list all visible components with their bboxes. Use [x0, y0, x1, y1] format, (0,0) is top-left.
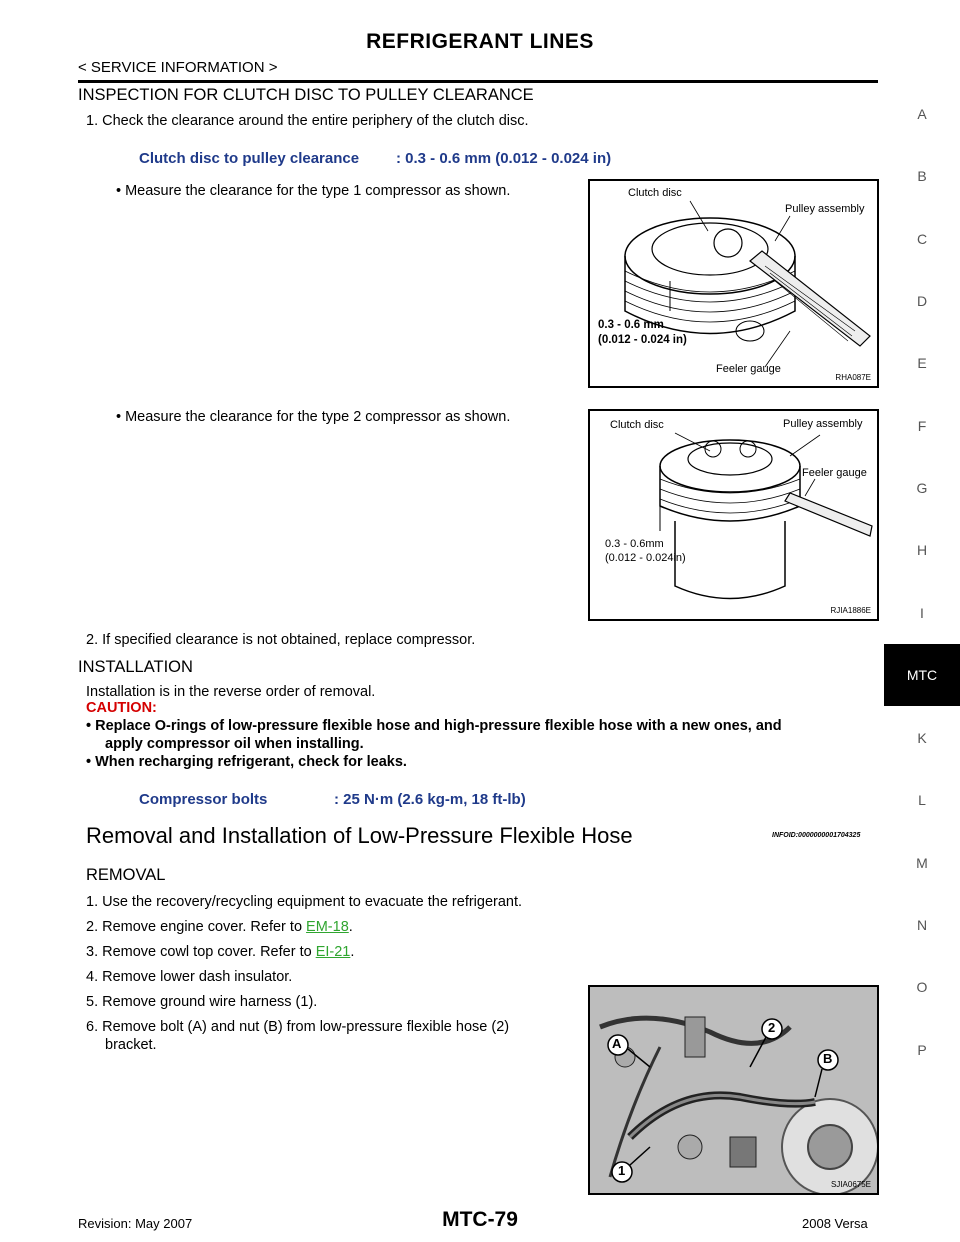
clearance-spec-label: Clutch disc to pulley clearance [139, 150, 360, 167]
footer-revision: Revision: May 2007 [78, 1216, 193, 1231]
tab-mtc[interactable]: MTC [884, 644, 960, 706]
removal-step-2: 2. Remove engine cover. Refer to EM-18. [86, 919, 353, 935]
removal-step-3: 3. Remove cowl top cover. Refer to EI-21. [86, 944, 355, 960]
fig1-clearance-in: (0.012 - 0.024 in) [598, 334, 687, 346]
tab-m[interactable]: M [916, 855, 928, 871]
tab-d[interactable]: D [916, 293, 928, 309]
fig3-label-a: A [612, 1036, 622, 1051]
fig2-id: RJIA1886E [830, 606, 871, 615]
header-rule [78, 80, 878, 83]
fig2-clutch-disc-label: Clutch disc [610, 419, 664, 431]
engine-bay-illustration [590, 987, 877, 1193]
removal-step-5: 5. Remove ground wire harness (1). [86, 994, 318, 1010]
caution-label: CAUTION: [86, 700, 157, 716]
tab-l[interactable]: L [918, 792, 926, 808]
link-em-18[interactable]: EM-18 [306, 919, 349, 935]
bolt-spec-value: : 25 N·m (2.6 kg-m, 18 ft-lb) [334, 791, 526, 808]
tab-g[interactable]: G [916, 480, 928, 496]
link-ei-21[interactable]: EI-21 [315, 944, 351, 960]
section-breadcrumb: < SERVICE INFORMATION > [78, 59, 278, 76]
inspection-step-2: 2. If specified clearance is not obtained, replace compressor. [86, 632, 476, 648]
tab-a[interactable]: A [917, 106, 927, 122]
figure-low-pressure-hose-photo [588, 985, 879, 1195]
removal-step-6-cont: bracket. [105, 1037, 157, 1053]
inspection-heading: INSPECTION FOR CLUTCH DISC TO PULLEY CLEARANCE [78, 86, 534, 104]
bolt-spec-label: Compressor bolts [139, 791, 268, 808]
inspection-step-1: 1. Check the clearance around the entire periphery of the clutch disc. [86, 113, 529, 129]
fig3-label-1: 1 [618, 1163, 626, 1178]
type1-bullet: • Measure the clearance for the type 1 compressor as shown. [116, 183, 511, 199]
fig3-label-2: 2 [768, 1020, 776, 1035]
tab-e[interactable]: E [917, 355, 927, 371]
clearance-spec-value: : 0.3 - 0.6 mm (0.012 - 0.024 in) [396, 150, 612, 167]
fig1-clutch-disc-label: Clutch disc [628, 187, 682, 199]
installation-heading: INSTALLATION [78, 658, 193, 676]
footer-page-number: MTC-79 [442, 1208, 518, 1231]
tab-n[interactable]: N [916, 917, 928, 933]
removal-step-1: 1. Use the recovery/recycling equipment to evacuate the refrigerant. [86, 894, 523, 910]
removal-step-4: 4. Remove lower dash insulator. [86, 969, 293, 985]
tab-c[interactable]: C [916, 231, 928, 247]
tab-o[interactable]: O [916, 979, 928, 995]
tab-p[interactable]: P [917, 1042, 927, 1058]
fig1-pulley-assembly-label: Pulley assembly [785, 203, 865, 215]
info-id: INFOID:0000000001704325 [772, 832, 861, 839]
caution-item-1: • Replace O-rings of low-pressure flexible hose and high-pressure flexible hose with a new ones, and [86, 718, 782, 734]
tab-i[interactable]: I [920, 605, 924, 621]
removal-heading: REMOVAL [86, 866, 166, 884]
section-heading-low-pressure-hose: Removal and Installation of Low-Pressure Flexible Hose [86, 823, 633, 848]
fig1-clearance-mm: 0.3 - 0.6 mm [598, 319, 664, 331]
compressor-illustration-2 [590, 411, 877, 619]
fig2-feeler-gauge-label: Feeler gauge [802, 467, 867, 479]
type2-bullet: • Measure the clearance for the type 2 compressor as shown. [116, 409, 511, 425]
caution-item-1-cont: apply compressor oil when installing. [105, 736, 364, 752]
tab-f[interactable]: F [917, 418, 927, 434]
fig3-id: SJIA0675E [830, 1180, 871, 1189]
fig3-label-b: B [823, 1051, 833, 1066]
fig1-id: RHA087E [835, 373, 871, 382]
fig2-clearance-mm: 0.3 - 0.6mm [605, 538, 664, 550]
fig2-clearance-in: (0.012 - 0.024in) [605, 552, 686, 564]
tab-k[interactable]: K [917, 730, 927, 746]
page-title: REFRIGERANT LINES [366, 30, 594, 53]
tab-b[interactable]: B [917, 168, 927, 184]
caution-item-2: • When recharging refrigerant, check for leaks. [86, 754, 407, 770]
removal-step-6: 6. Remove bolt (A) and nut (B) from low-pressure flexible hose (2) [86, 1019, 510, 1035]
figure-type1-compressor [588, 179, 879, 388]
installation-text: Installation is in the reverse order of removal. [86, 684, 376, 700]
fig1-feeler-gauge-label: Feeler gauge [716, 363, 781, 375]
fig2-pulley-assembly-label: Pulley assembly [783, 418, 863, 430]
tab-h[interactable]: H [916, 542, 928, 558]
footer-model: 2008 Versa [802, 1216, 868, 1231]
figure-type2-compressor [588, 409, 879, 621]
